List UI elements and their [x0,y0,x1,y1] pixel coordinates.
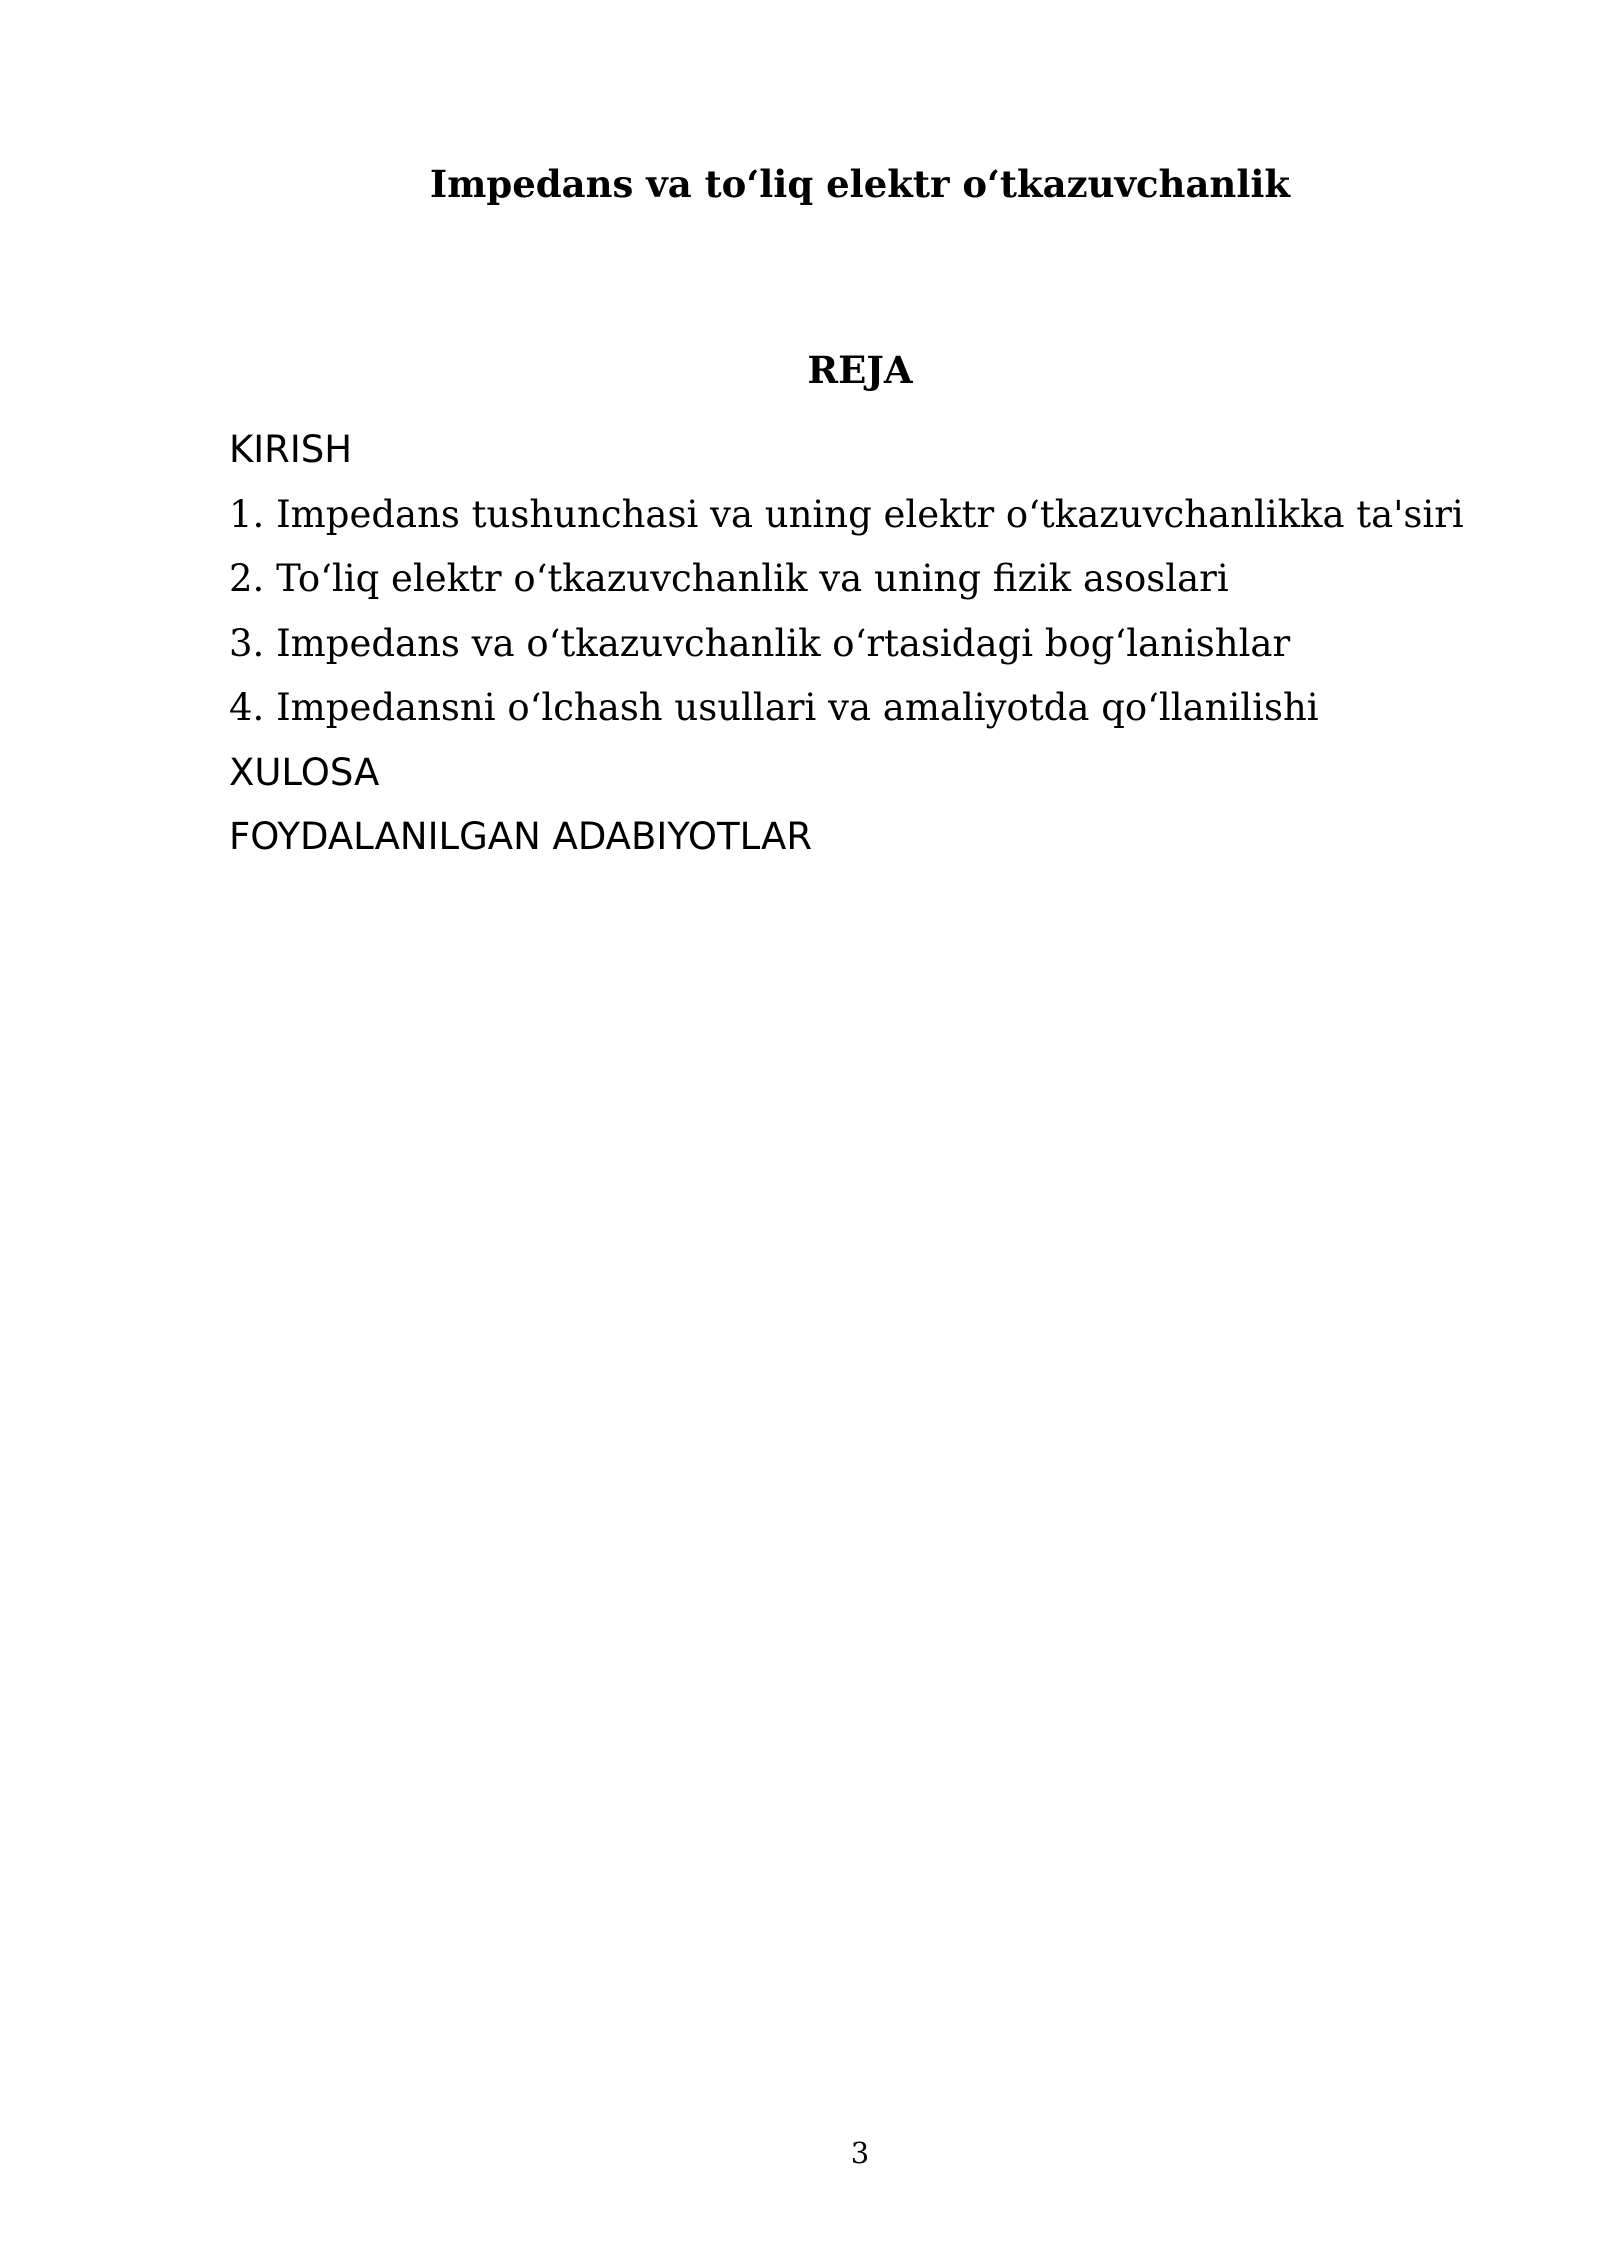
plan-item-4: 4. Impedansni o‘lchash usullari va amaliyotda qo‘llanilishi [229,686,1319,729]
plan-item-2: 2. To‘liq elektr o‘tkazuvchanlik va uning fizik asoslari [229,557,1229,600]
page-number: 3 [850,2136,870,2170]
plan-list [229,418,1529,870]
document-title: Impedans va to‘liq elektr o‘tkazuvchanlik [429,162,1291,206]
plan-item-1: 1. Impedans tushunchasi va uning elektr o‘tkazuvchanlikka ta'siri [229,492,1464,536]
plan-item-3: 3. Impedans va o‘tkazuvchanlik o‘rtasidagi bog‘lanishlar [229,621,1291,665]
plan-item-introduction: KIRISH [229,428,353,471]
plan-item-references: FOYDALANILGAN ADABIYOTLAR [229,815,813,858]
plan-item-conclusion: XULOSA [229,750,380,794]
plan-heading: REJA [807,348,913,392]
